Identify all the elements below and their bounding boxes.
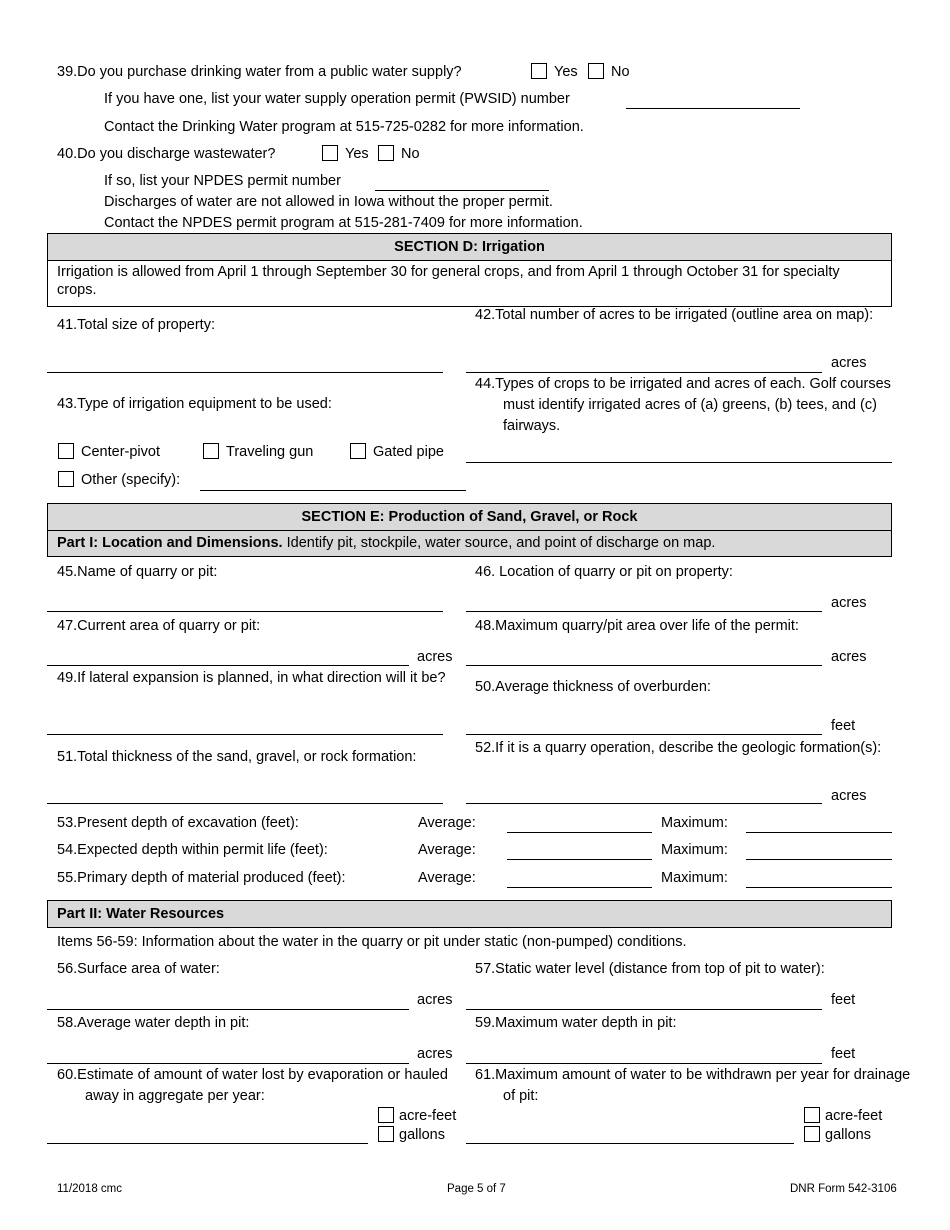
q57-field[interactable]	[466, 1009, 822, 1010]
q46-field[interactable]	[466, 611, 822, 612]
q59-label: 59.Maximum water depth in pit:	[475, 1015, 677, 1031]
q42-unit: acres	[831, 355, 867, 371]
pwsid-field[interactable]	[626, 108, 800, 109]
section-e-header: SECTION E: Production of Sand, Gravel, or Rock	[47, 503, 892, 531]
q55-average-field[interactable]	[507, 887, 652, 888]
traveling-gun-label: Traveling gun	[226, 444, 314, 460]
npdes-field[interactable]	[375, 190, 549, 191]
q50-unit: feet	[831, 718, 856, 734]
q45-field[interactable]	[47, 611, 443, 612]
other-equipment-field[interactable]	[200, 490, 466, 491]
q52-label: 52.If it is a quarry operation, describe the geologic formation(s):	[475, 740, 882, 756]
q49-field[interactable]	[47, 734, 443, 735]
q46-label: 46. Location of quarry or pit on property:	[475, 564, 733, 580]
q39-yes-checkbox[interactable]	[531, 63, 547, 79]
q39-label: 39.Do you purchase drinking water from a public water supply?	[57, 64, 462, 80]
q59-unit: feet	[831, 1046, 856, 1062]
gated-pipe-label: Gated pipe	[373, 444, 444, 460]
q40-yes-checkbox[interactable]	[322, 145, 338, 161]
q54-maximum-label: Maximum:	[661, 842, 728, 858]
q59-field[interactable]	[466, 1063, 822, 1064]
q43-label: 43.Type of irrigation equipment to be used:	[57, 396, 332, 412]
q61-gallons-label: gallons	[825, 1127, 871, 1143]
q51-label: 51.Total thickness of the sand, gravel, or rock formation:	[57, 749, 417, 765]
part1-title: Part I: Location and Dimensions.	[57, 535, 283, 551]
q60-gallons-label: gallons	[399, 1127, 445, 1143]
q54-average-field[interactable]	[507, 859, 652, 860]
q55-maximum-label: Maximum:	[661, 870, 728, 886]
q60-field[interactable]	[47, 1143, 368, 1144]
q57-label: 57.Static water level (distance from top of pit to water):	[475, 961, 825, 977]
q57-unit: feet	[831, 992, 856, 1008]
q39-no-label: No	[611, 64, 630, 80]
q54-label: 54.Expected depth within permit life (feet):	[57, 842, 328, 858]
drinking-water-contact: Contact the Drinking Water program at 515-725-0282 for more information.	[104, 119, 584, 135]
q58-unit: acres	[417, 1046, 453, 1062]
q61-acre-feet-label: acre-feet	[825, 1108, 883, 1124]
q46-unit: acres	[831, 595, 867, 611]
q40-yes-label: Yes	[345, 146, 369, 162]
q56-label: 56.Surface area of water:	[57, 961, 220, 977]
part1-header	[47, 530, 892, 557]
footer-form-number: DNR Form 542-3106	[790, 1183, 897, 1195]
q49-label: 49.If lateral expansion is planned, in what direction will it be?	[57, 670, 446, 686]
footer-page-number: Page 5 of 7	[447, 1183, 506, 1195]
q56-field[interactable]	[47, 1009, 409, 1010]
irrigation-intro: Irrigation is allowed from April 1 through September 30 for general crops, and from April 1 through October 31 for specialty crops.	[57, 264, 840, 298]
q40-label: 40.Do you discharge wastewater?	[57, 146, 276, 162]
q42-field[interactable]	[466, 372, 822, 373]
q61-label: 61.Maximum amount of water to be withdrawn per year for drainage of pit:	[475, 1067, 911, 1104]
center-pivot-label: Center-pivot	[81, 444, 160, 460]
q53-label: 53.Present depth of excavation (feet):	[57, 815, 299, 831]
q42-label: 42.Total number of acres to be irrigated (outline area on map):	[475, 307, 874, 323]
q53-average-field[interactable]	[507, 832, 652, 833]
q55-maximum-field[interactable]	[746, 887, 892, 888]
gated-pipe-checkbox[interactable]	[350, 443, 366, 459]
q48-field[interactable]	[466, 665, 822, 666]
q56-unit: acres	[417, 992, 453, 1008]
section-d-header: SECTION D: Irrigation	[47, 233, 892, 261]
q54-average-label: Average:	[418, 842, 476, 858]
items-56-59-note: Items 56-59: Information about the water in the quarry or pit under static (non-pumped) conditions.	[57, 934, 687, 950]
q52-field[interactable]	[466, 803, 822, 804]
q58-label: 58.Average water depth in pit:	[57, 1015, 250, 1031]
q39-no-checkbox[interactable]	[588, 63, 604, 79]
q54-maximum-field[interactable]	[746, 859, 892, 860]
q44-field[interactable]	[466, 462, 892, 463]
traveling-gun-checkbox[interactable]	[203, 443, 219, 459]
q51-field[interactable]	[47, 803, 443, 804]
q55-label: 55.Primary depth of material produced (feet):	[57, 870, 346, 886]
q41-field[interactable]	[47, 372, 443, 373]
q60-acre-feet-checkbox[interactable]	[378, 1107, 394, 1123]
footer-revision: 11/2018 cmc	[57, 1183, 122, 1195]
pwsid-label: If you have one, list your water supply operation permit (PWSID) number	[104, 91, 570, 107]
part2-header: Part II: Water Resources	[47, 900, 892, 928]
q47-label: 47.Current area of quarry or pit:	[57, 618, 261, 634]
npdes-contact: Contact the NPDES permit program at 515-281-7409 for more information.	[104, 215, 583, 231]
q53-average-label: Average:	[418, 815, 476, 831]
part1-instructions: Identify pit, stockpile, water source, and point of discharge on map.	[282, 535, 716, 551]
q60-gallons-checkbox[interactable]	[378, 1126, 394, 1142]
q61-field[interactable]	[466, 1143, 794, 1144]
q61-gallons-checkbox[interactable]	[804, 1126, 820, 1142]
q47-field[interactable]	[47, 665, 409, 666]
q40-no-checkbox[interactable]	[378, 145, 394, 161]
q60-acre-feet-label: acre-feet	[399, 1108, 457, 1124]
center-pivot-checkbox[interactable]	[58, 443, 74, 459]
q52-unit: acres	[831, 788, 867, 804]
other-equipment-label: Other (specify):	[81, 472, 181, 488]
q48-label: 48.Maximum quarry/pit area over life of the permit:	[475, 618, 799, 634]
q53-maximum-field[interactable]	[746, 832, 892, 833]
q61-acre-feet-checkbox[interactable]	[804, 1107, 820, 1123]
other-equipment-checkbox[interactable]	[58, 471, 74, 487]
npdes-label: If so, list your NPDES permit number	[104, 173, 341, 189]
q50-label: 50.Average thickness of overburden:	[475, 679, 711, 695]
q55-average-label: Average:	[418, 870, 476, 886]
q39-yes-label: Yes	[554, 64, 578, 80]
q58-field[interactable]	[47, 1063, 409, 1064]
q44-label: 44.Types of crops to be irrigated and acres of each. Golf courses must identify irrigated acres of (a) greens, (b) tees, and (c) fairways.	[475, 376, 891, 434]
q48-unit: acres	[831, 649, 867, 665]
discharge-warning: Discharges of water are not allowed in Iowa without the proper permit.	[104, 194, 553, 210]
q41-label: 41.Total size of property:	[57, 317, 215, 333]
q45-label: 45.Name of quarry or pit:	[57, 564, 218, 580]
q60-label: 60.Estimate of amount of water lost by evaporation or hauled away in aggregate per year:	[57, 1067, 448, 1104]
q53-maximum-label: Maximum:	[661, 815, 728, 831]
q50-field[interactable]	[466, 734, 822, 735]
q47-unit: acres	[417, 649, 453, 665]
q40-no-label: No	[401, 146, 420, 162]
